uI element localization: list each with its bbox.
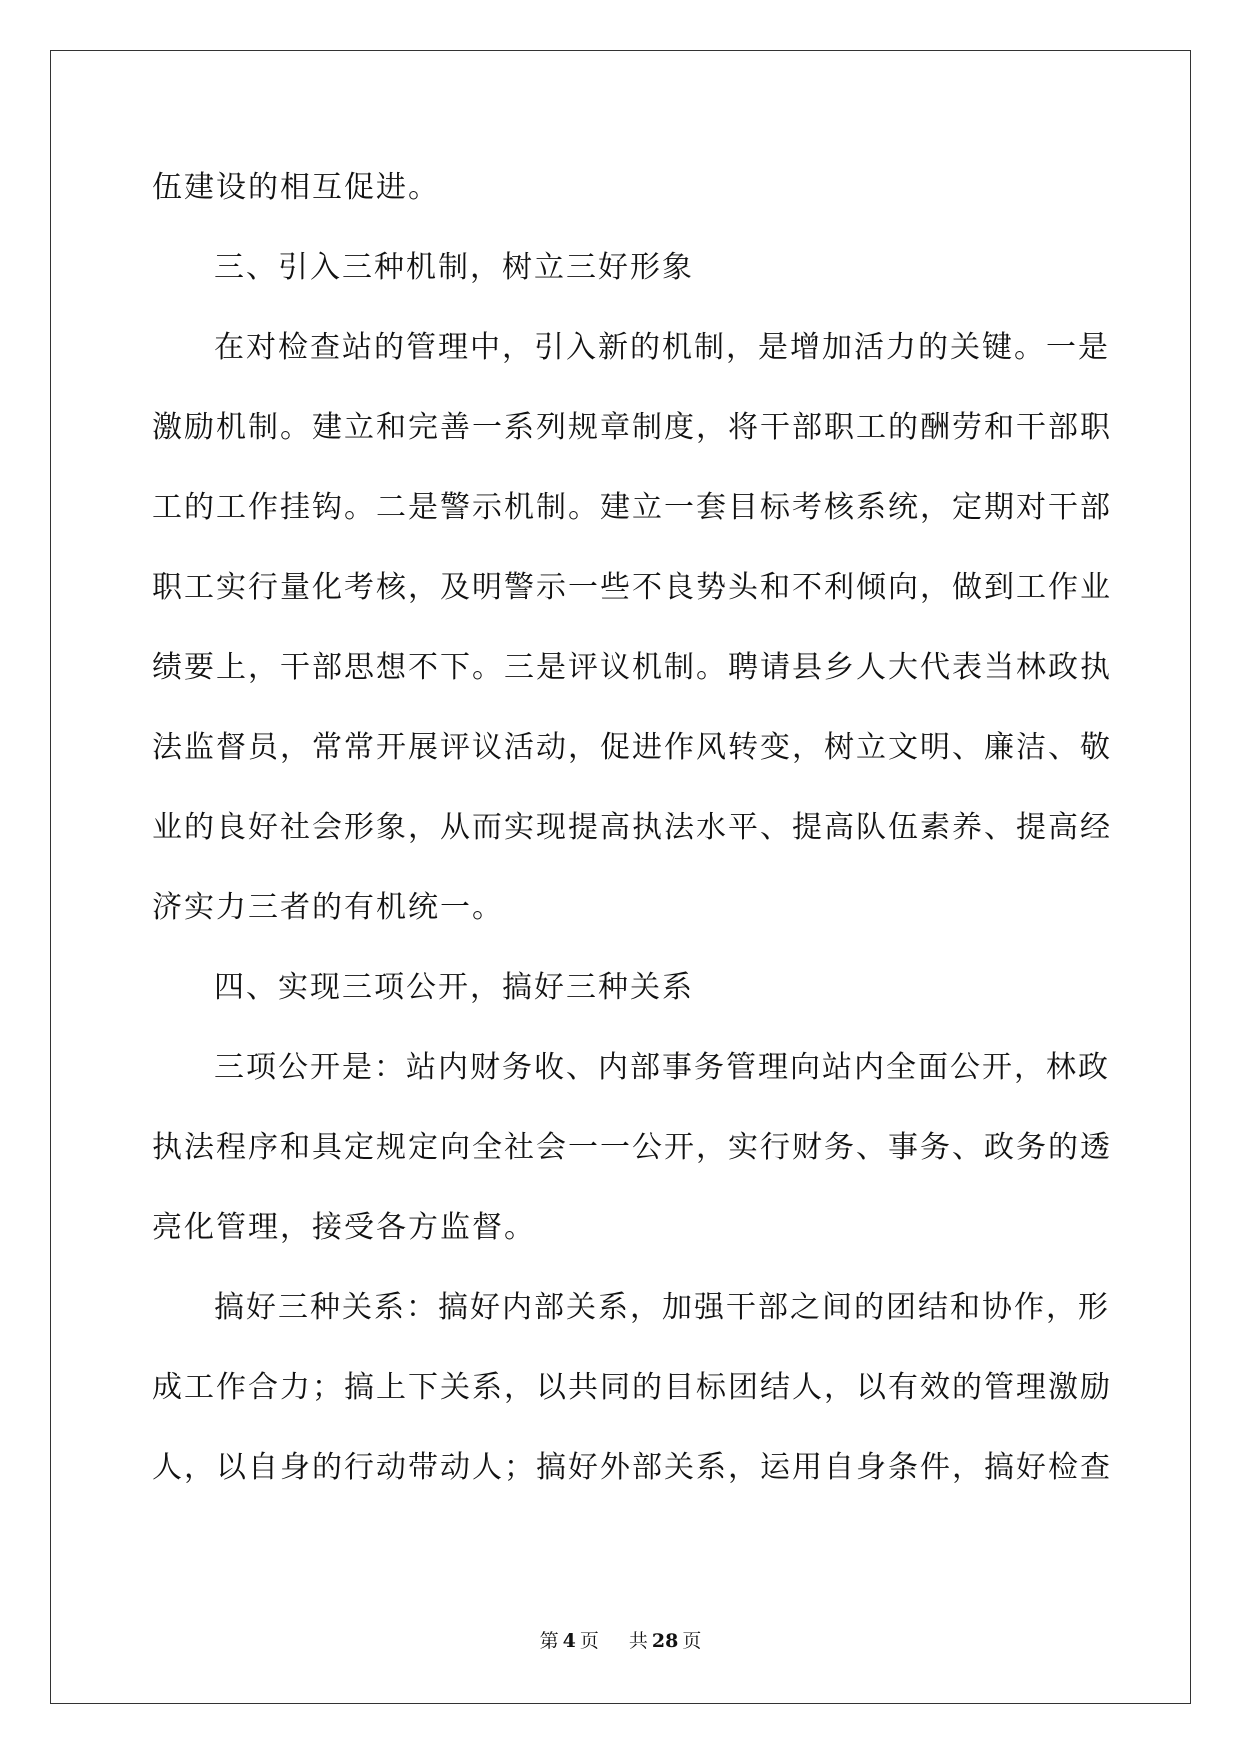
text-line: 业的良好社会形象，从而实现提高执法水平、提高队伍素养、提高经 [152,810,1112,845]
page-prefix: 第 [539,1630,559,1652]
text-line: 职工实行量化考核，及明警示一些不良势头和不利倾向，做到工作业 [152,570,1112,605]
page-footer [0,1626,1241,1653]
text-line: 法监督员，常常开展评议活动，促进作风转变，树立文明、廉洁、敬 [152,730,1112,765]
page-number: 4 [562,1630,576,1652]
text-line: 在对检查站的管理中，引入新的机制，是增加活力的关键。一是 [214,330,1110,365]
total-pages: 28 [651,1630,679,1652]
total-suffix: 页 [682,1630,702,1652]
text-line: 绩要上，干部思想不下。三是评议机制。聘请县乡人大代表当林政执 [152,650,1112,685]
section-heading-4: 四、实现三项公开，搞好三种关系 [214,970,694,1005]
text-line: 人，以自身的行动带动人；搞好外部关系，运用自身条件，搞好检查 [152,1450,1112,1485]
section-heading-3: 三、引入三种机制，树立三好形象 [214,250,694,285]
text-line: 济实力三者的有机统一。 [152,890,504,925]
text-line: 三项公开是：站内财务收、内部事务管理向站内全面公开，林政 [214,1050,1110,1085]
text-line: 成工作合力；搞上下关系，以共同的目标团结人，以有效的管理激励 [152,1370,1112,1405]
text-line: 激励机制。建立和完善一系列规章制度，将干部职工的酬劳和干部职 [152,410,1112,445]
total-prefix: 共 [628,1630,648,1652]
text-line: 工的工作挂钩。二是警示机制。建立一套目标考核系统，定期对干部 [152,490,1112,525]
text-line: 搞好三种关系：搞好内部关系，加强干部之间的团结和协作，形 [214,1290,1110,1325]
text-line: 伍建设的相互促进。 [152,170,440,205]
page-suffix: 页 [579,1630,599,1652]
text-line: 亮化管理，接受各方监督。 [152,1210,536,1245]
text-line: 执法程序和具定规定向全社会一一公开，实行财务、事务、政务的透 [152,1130,1112,1165]
